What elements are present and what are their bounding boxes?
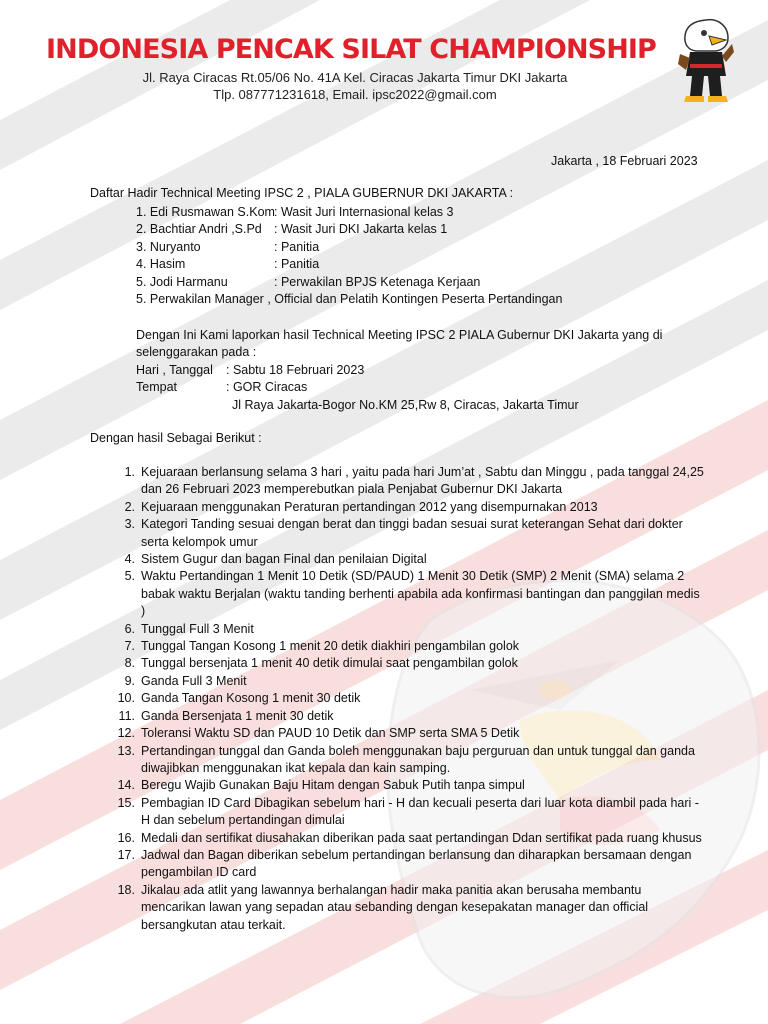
list-item <box>106 568 706 620</box>
item-number: 18. <box>117 882 135 897</box>
item-number: 8. <box>124 656 135 671</box>
list-item <box>106 795 706 830</box>
list-item <box>106 690 706 707</box>
item-number: 6. <box>124 621 135 636</box>
info-label-date: Hari , Tanggal <box>136 362 213 377</box>
attendee-row <box>136 239 562 256</box>
attendee-row <box>136 274 562 291</box>
attendee-name: 1. Edi Rusmawan S.Kom <box>136 205 275 219</box>
item-number: 16. <box>117 830 135 845</box>
header-contact: Tlp. 087771231618, Email. ipsc2022@gmail.com <box>213 87 497 102</box>
list-item <box>106 551 706 568</box>
list-item <box>106 638 706 655</box>
item-text: Tunggal Tangan Kosong 1 menit 20 detik diakhiri pengambilan golok <box>141 639 520 654</box>
attendee-name: 3. Nuryanto <box>136 239 201 254</box>
list-item <box>106 847 706 882</box>
list-item <box>106 673 706 690</box>
info-value-date: : Sabtu 18 Februari 2023 <box>226 362 365 377</box>
list-item <box>106 725 706 742</box>
attendee-name: 4. Hasim <box>136 257 186 272</box>
info-row-place <box>136 379 676 396</box>
item-number: 4. <box>124 552 135 567</box>
attendance-intro: Daftar Hadir Technical Meeting IPSC 2 , PIALA GUBERNUR DKI JAKARTA : <box>90 186 514 200</box>
item-text: Ganda Bersenjata 1 menit 30 detik <box>141 708 334 723</box>
info-place-address: Jl Raya Jakarta-Bogor No.KM 25,Rw 8, Ciracas, Jakarta Timur <box>232 397 579 412</box>
attendee-extra: 5. Perwakilan Manager , Official dan Pelatih Kontingen Peserta Pertandingan <box>136 291 563 306</box>
attendance-list <box>136 204 562 308</box>
item-number: 2. <box>124 499 135 514</box>
item-text: Medali dan sertifikat diusahakan diberikan pada saat pertandingan Ddan sertifikat pada ruang khusus <box>141 830 702 845</box>
list-item <box>106 499 706 516</box>
list-item <box>106 516 706 551</box>
list-item <box>106 882 706 934</box>
item-text: Ganda Tangan Kosong 1 menit 30 detik <box>141 691 361 706</box>
item-number: 9. <box>124 673 135 688</box>
item-text: Pembagian ID Card Dibagikan sebelum hari - H dan kecuali peserta dari luar kota diambil pada hari - H dan sebelum pertandingan dimulai <box>141 795 699 828</box>
results-list <box>106 464 706 934</box>
item-text: Waktu Pertandingan 1 Menit 10 Detik (SD/PAUD) 1 Menit 30 Detik (SMP) 2 Menit (SMA) selama 2 babak waktu Berjalan (waktu tanding berhenti apabila ada konfirmasi bantingan dan panggilan medis ) <box>141 569 700 619</box>
item-text: Kejuaraan berlansung selama 3 hari , yaitu pada hari Jum’at , Sabtu dan Minggu , pada tanggal 24,25 dan 26 Februari 2023 memperebutkan piala Penjabat Gubernur DKI Jakarta <box>141 465 704 497</box>
item-number: 3. <box>124 517 135 532</box>
info-row-date <box>136 362 676 379</box>
list-item <box>106 777 706 794</box>
item-number: 7. <box>124 639 135 654</box>
item-text: Kategori Tanding sesuai dengan berat dan tinggi badan sesuai surat keterangan Sehat dari dokter serta kelompok umur <box>141 517 683 549</box>
header-address: Jl. Raya Ciracas Rt.05/06 No. 41A Kel. Ciracas Jakarta Timur DKI Jakarta <box>142 70 568 85</box>
item-text: Tunggal bersenjata 1 menit 40 detik dimulai saat pengambilan golok <box>141 656 518 671</box>
list-item <box>106 743 706 778</box>
attendee-role: : Wasit Juri DKI Jakarta kelas 1 <box>274 222 448 237</box>
attendee-role: : Perwakilan BPJS Ketenaga Kerjaan <box>274 274 481 289</box>
item-text: Sistem Gugur dan bagan Final dan penilaian Digital <box>141 552 427 567</box>
item-text: Jadwal dan Bagan diberikan sebelum pertandingan berlansung dan diharapkan bersamaan dengan pengambilan ID card <box>141 847 692 880</box>
item-text: Jikalau ada atlit yang lawannya berhalangan hadir maka panitia akan berusaha membantu mencarikan lawan yang sepadan atau sebanding dengan kesepakatan manager dan official bersangkutan atau terkait. <box>141 882 649 932</box>
attendee-role: : Wasit Juri Internasional kelas 3 <box>274 205 454 219</box>
item-text: Toleransi Waktu SD dan PAUD 10 Detik dan SMP serta SMA 5 Detik <box>141 726 520 741</box>
item-number: 17. <box>117 847 135 862</box>
attendee-row <box>136 256 562 273</box>
item-number: 12. <box>117 726 135 741</box>
item-text: Kejuaraan menggunakan Peraturan pertandingan 2012 yang disempurnakan 2013 <box>141 499 598 514</box>
item-number: 14. <box>117 778 135 793</box>
info-label-place: Tempat <box>136 380 177 395</box>
list-item <box>106 708 706 725</box>
item-number: 5. <box>124 569 135 584</box>
item-text: Tunggal Full 3 Menit <box>141 621 254 636</box>
report-section <box>136 327 676 414</box>
header-title: INDONESIA PENCAK SILAT CHAMPIONSHIP <box>46 34 656 65</box>
list-item <box>106 655 706 672</box>
attendee-name: 5. Jodi Harmanu <box>136 274 228 289</box>
item-number: 11. <box>118 708 135 723</box>
list-item <box>106 830 706 847</box>
item-text: Ganda Full 3 Menit <box>141 673 247 688</box>
item-text: Beregu Wajib Gunakan Baju Hitam dengan Sabuk Putih tanpa simpul <box>141 778 525 793</box>
letter-date: Jakarta , 18 Februari 2023 <box>551 154 698 168</box>
item-number: 1. <box>124 465 135 479</box>
attendee-role: : Panitia <box>274 257 320 272</box>
eagle-mascot-icon <box>676 14 736 106</box>
attendee-row <box>136 204 562 221</box>
info-value-place: : GOR Ciracas <box>226 380 308 395</box>
list-item <box>106 464 706 499</box>
attendee-row <box>136 221 562 238</box>
results-intro: Dengan hasil Sebagai Berikut : <box>90 431 262 445</box>
item-number: 13. <box>117 743 135 758</box>
item-text: Pertandingan tunggal dan Ganda boleh menggunakan baju perguruan dan untuk tunggal dan ganda diwajibkan menggunakan ikat kepala dan kain samping. <box>141 743 695 775</box>
attendee-name: 2. Bachtiar Andri ,S.Pd <box>136 222 262 237</box>
attendee-row <box>136 291 562 308</box>
list-item <box>106 621 706 638</box>
attendee-role: : Panitia <box>274 239 320 254</box>
report-paragraph: Dengan Ini Kami laporkan hasil Technical Meeting IPSC 2 PIALA Gubernur DKI Jakarta yang di selenggarakan pada : <box>136 328 663 360</box>
item-number: 10. <box>117 691 135 706</box>
item-number: 15. <box>117 795 135 810</box>
